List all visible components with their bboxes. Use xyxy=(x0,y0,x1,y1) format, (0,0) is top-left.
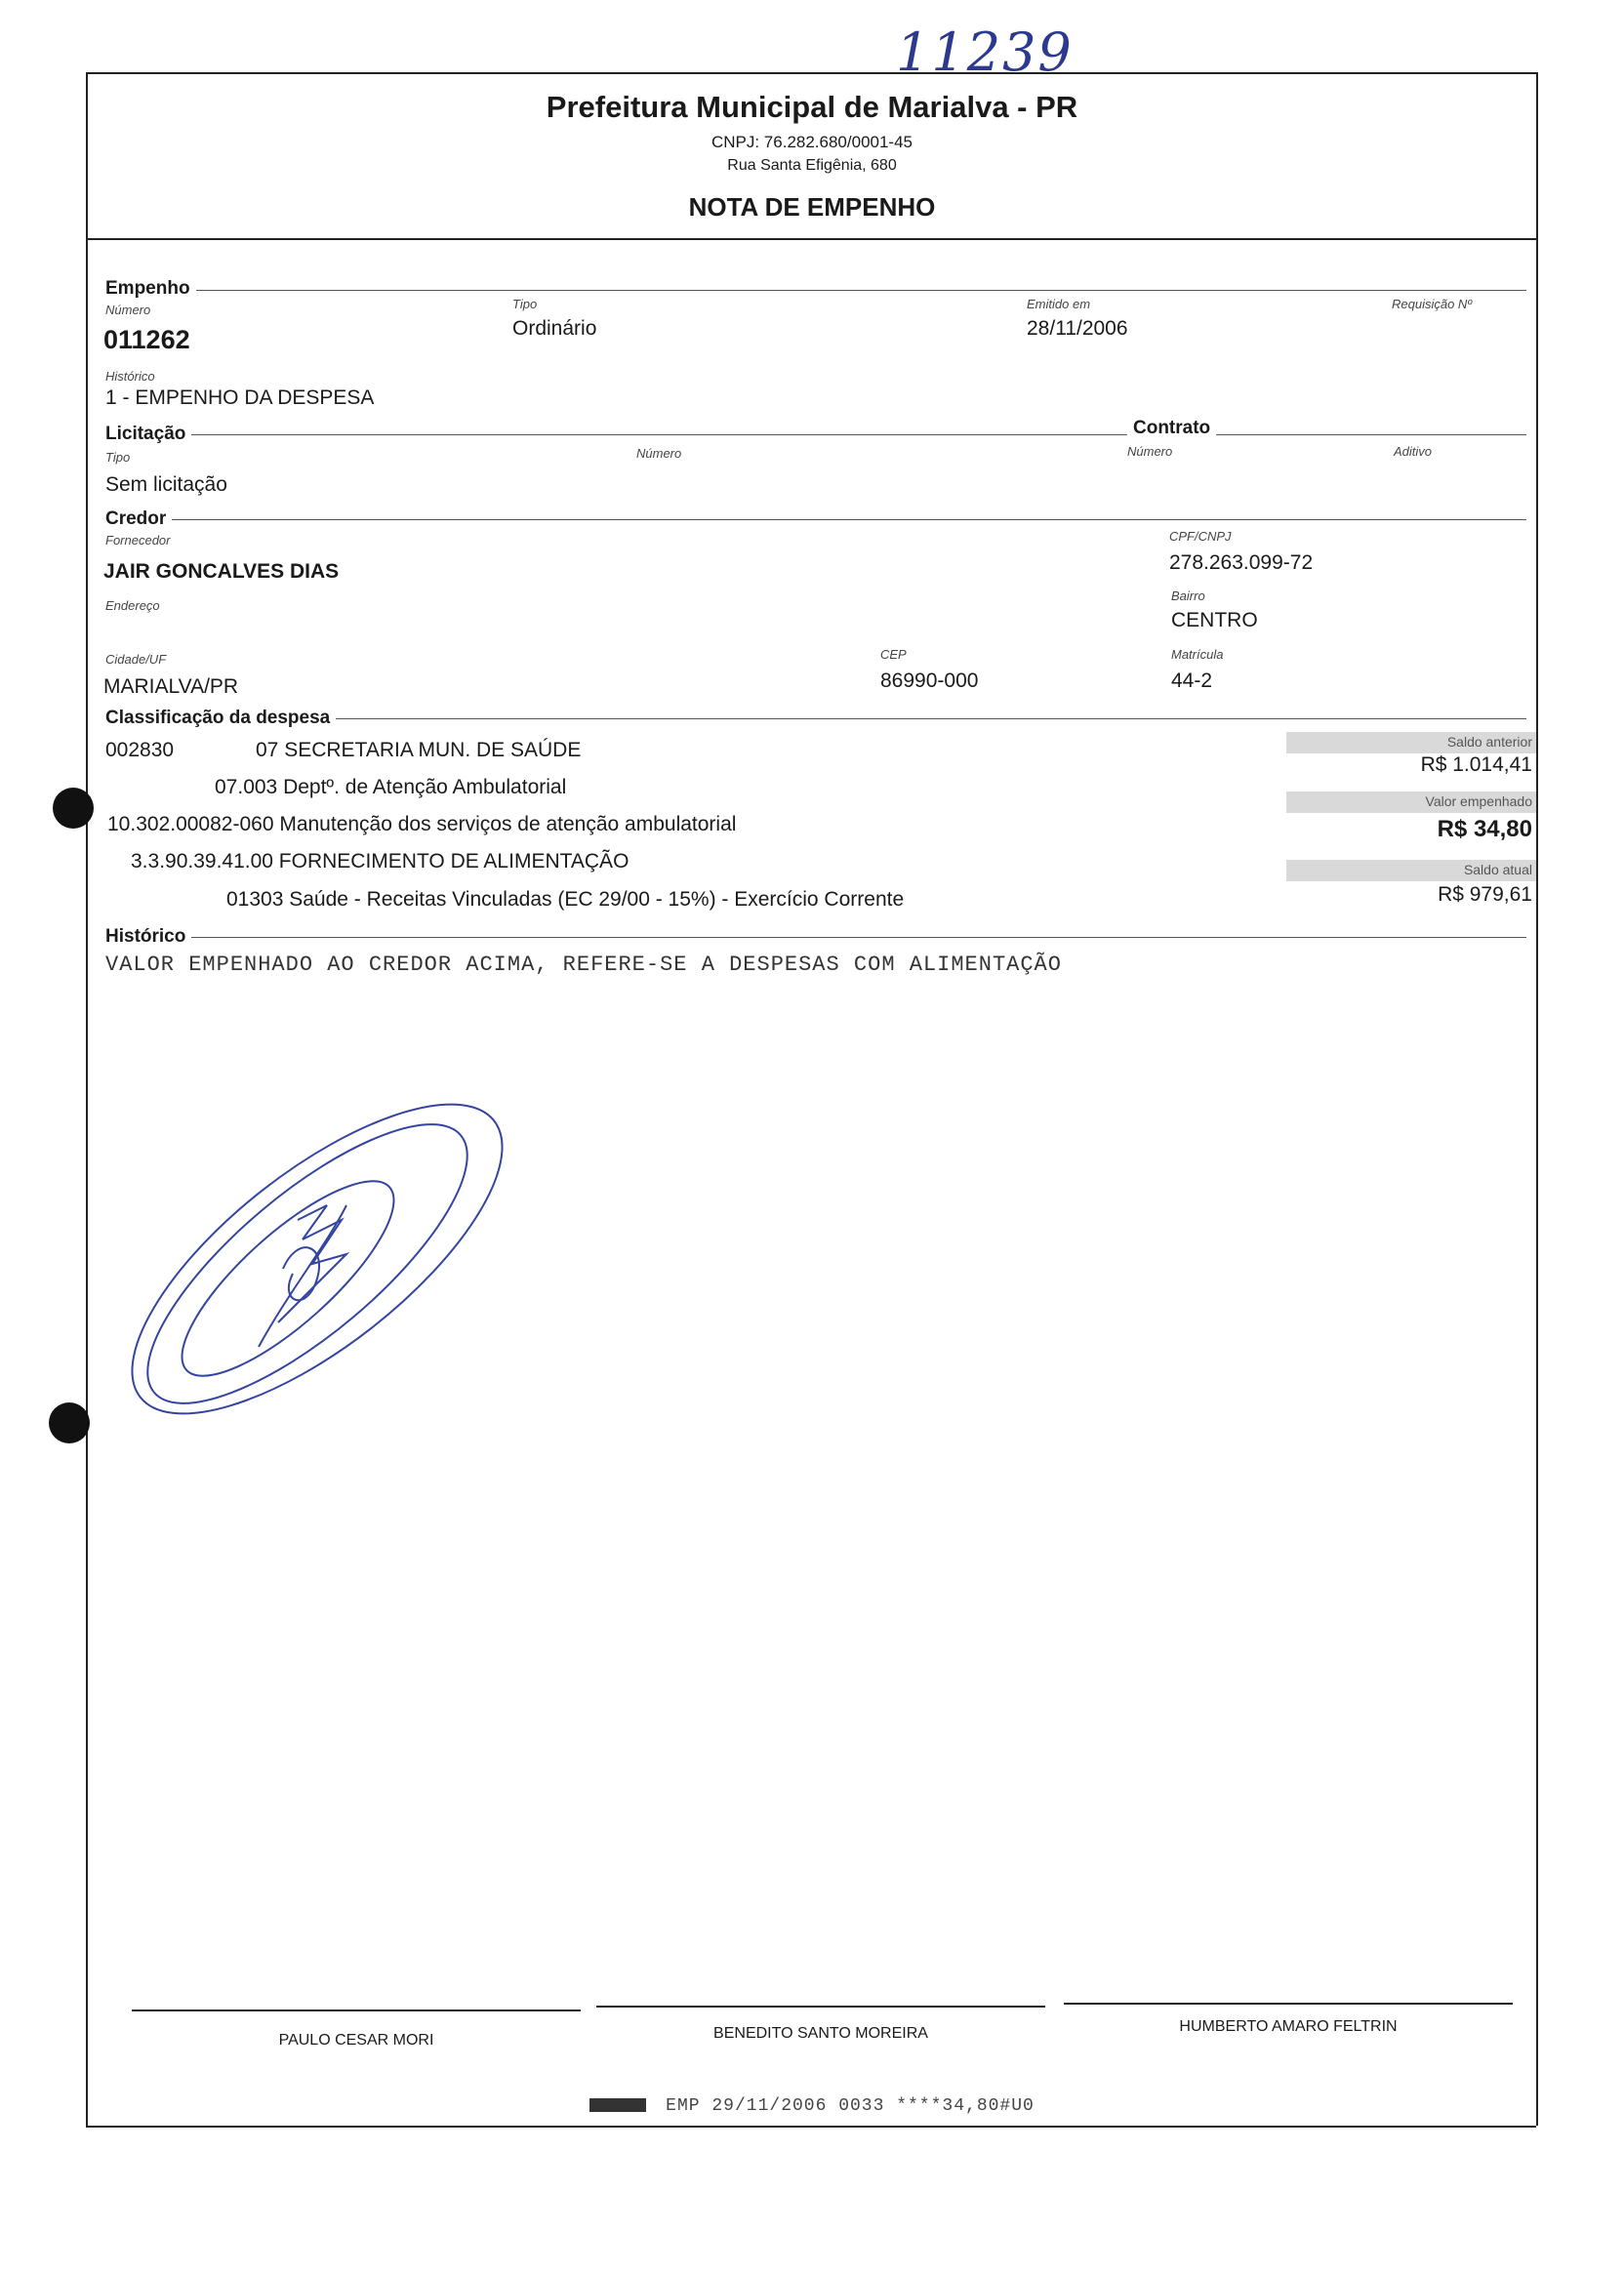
punch-hole-bottom xyxy=(49,1402,90,1443)
cep-label: CEP xyxy=(880,647,907,662)
orgao-code: 002830 xyxy=(105,739,175,761)
signature-name-1: PAULO CESAR MORI xyxy=(278,2032,434,2049)
historico-text: VALOR EMPENHADO AO CREDOR ACIMA, REFERE-SE A DESPESAS COM ALIMENTAÇÃO xyxy=(105,953,1062,977)
empenho-tipo: Ordinário xyxy=(512,317,597,340)
header-bottom-line xyxy=(86,238,1536,240)
funcional: 10.302.00082-060 Manutenção dos serviços de atenção ambulatorial xyxy=(107,813,737,835)
signature-line-2 xyxy=(596,2006,1045,2008)
saldo-anterior-value: R$ 1.014,41 xyxy=(1420,753,1532,776)
punch-hole-top xyxy=(53,788,94,829)
classificacao-section-title: Classificação da despesa xyxy=(105,708,336,729)
bairro-value: CENTRO xyxy=(1171,609,1258,631)
bairro-label: Bairro xyxy=(1171,589,1205,603)
frame-left-line xyxy=(86,72,88,2126)
matricula-value: 44-2 xyxy=(1171,670,1213,692)
saldo-anterior-label: Saldo anterior xyxy=(1286,732,1536,753)
fornecedor-label: Fornecedor xyxy=(105,533,171,548)
frame-bottom-line xyxy=(86,2126,1536,2128)
endereco-label: Endereço xyxy=(105,598,160,613)
fonte: 01303 Saúde - Receitas Vinculadas (EC 29/00 - 15%) - Exercício Corrente xyxy=(226,888,905,911)
cpf-value: 278.263.099-72 xyxy=(1169,551,1314,574)
licitacao-tipo-label: Tipo xyxy=(105,450,131,465)
historico-rule xyxy=(105,937,1526,938)
header-cnpj: CNPJ: 76.282.680/0001-45 xyxy=(710,133,914,151)
credor-rule xyxy=(105,519,1526,520)
empenho-section-title: Empenho xyxy=(105,278,196,300)
contrato-aditivo-label: Aditivo xyxy=(1394,444,1433,459)
licitacao-section-title: Licitação xyxy=(105,424,191,445)
valor-empenhado-label: Valor empenhado xyxy=(1286,791,1536,813)
unidade: 07.003 Deptº. de Atenção Ambulatorial xyxy=(215,776,567,798)
machine-stamp xyxy=(0,2096,1624,2116)
saldo-atual-label: Saldo atual xyxy=(1286,860,1536,881)
header-address: Rua Santa Efigênia, 680 xyxy=(727,157,897,174)
empenho-numero: 011262 xyxy=(103,325,190,354)
frame-right-line xyxy=(1536,72,1538,2126)
emitido-label: Emitido em xyxy=(1027,297,1091,311)
signature-name-3: HUMBERTO AMARO FELTRIN xyxy=(1179,2018,1398,2035)
contrato-section-title: Contrato xyxy=(1127,418,1216,439)
empenho-numero-label: Número xyxy=(105,303,151,317)
cidade-value: MARIALVA/PR xyxy=(103,675,239,698)
emitido-date: 28/11/2006 xyxy=(1027,317,1128,340)
document-title: NOTA DE EMPENHO xyxy=(688,192,936,222)
cpf-label: CPF/CNPJ xyxy=(1169,529,1232,544)
stamp-text: EMP 29/11/2006 0033 ****34,80#U0 xyxy=(666,2096,1035,2116)
requisicao-label: Requisição Nº xyxy=(1392,297,1473,311)
frame-top-line xyxy=(86,72,1536,74)
handwritten-number: 11239 xyxy=(896,21,1074,83)
saldo-atual-value: R$ 979,61 xyxy=(1438,883,1532,906)
orgao-name: 07 SECRETARIA MUN. DE SAÚDE xyxy=(256,739,582,761)
empenho-historico: 1 - EMPENHO DA DESPESA xyxy=(105,386,375,409)
cidade-label: Cidade/UF xyxy=(105,652,167,667)
empenho-tipo-label: Tipo xyxy=(512,297,538,311)
signature-line-1 xyxy=(132,2009,581,2011)
signature-scribble xyxy=(93,1069,542,1459)
stamp-logo-icon xyxy=(589,2098,646,2112)
licitacao-rule xyxy=(105,434,1526,435)
elemento: 3.3.90.39.41.00 FORNECIMENTO DE ALIMENTAÇÃO xyxy=(131,850,629,873)
licitacao-tipo: Sem licitação xyxy=(105,473,227,496)
cep-value: 86990-000 xyxy=(880,670,979,692)
historico-section-title: Histórico xyxy=(105,926,191,948)
signature-line-3 xyxy=(1064,2003,1513,2005)
empenho-rule xyxy=(105,290,1526,291)
contrato-numero-label: Número xyxy=(1127,444,1173,459)
page-title: Prefeitura Municipal de Marialva - PR xyxy=(546,90,1078,124)
credor-section-title: Credor xyxy=(105,508,172,530)
matricula-label: Matrícula xyxy=(1171,647,1224,662)
licitacao-numero-label: Número xyxy=(636,446,682,461)
signature-name-2: BENEDITO SANTO MOREIRA xyxy=(713,2025,928,2042)
valor-empenhado-value: R$ 34,80 xyxy=(1437,816,1532,842)
empenho-historico-label: Histórico xyxy=(105,369,155,384)
fornecedor-name: JAIR GONCALVES DIAS xyxy=(103,560,340,583)
